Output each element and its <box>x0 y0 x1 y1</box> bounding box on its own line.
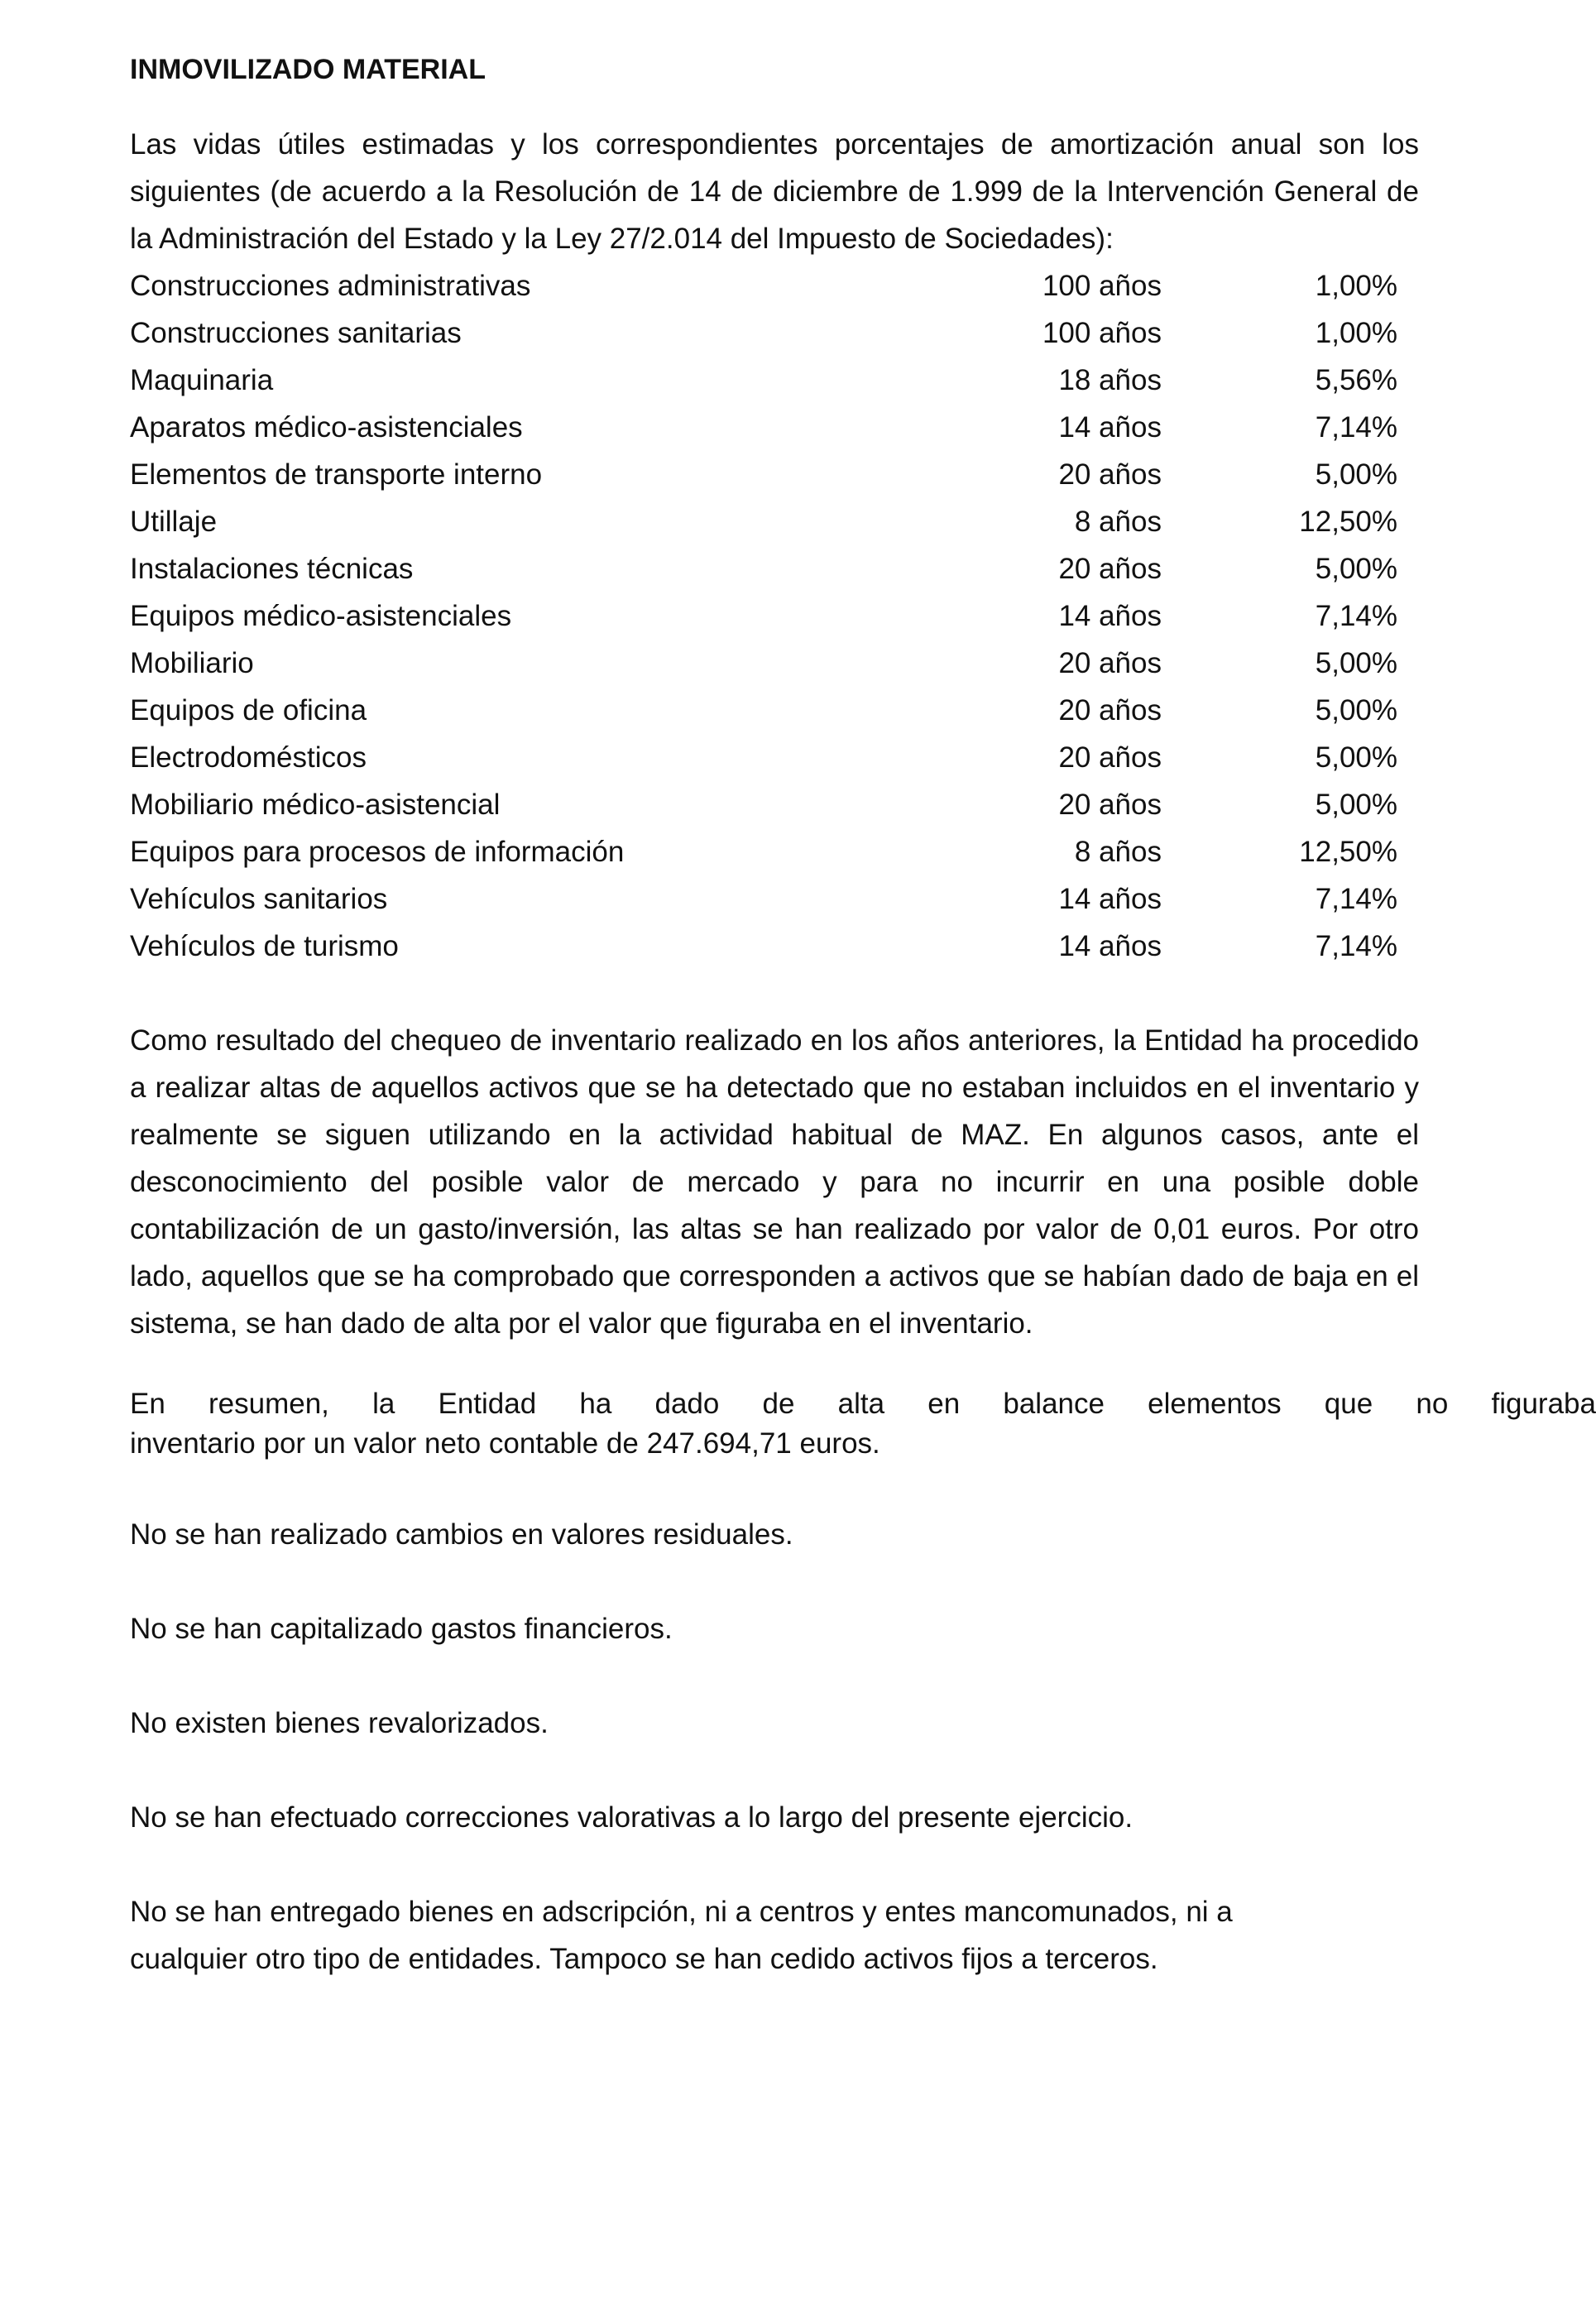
asset-name: Instalaciones técnicas <box>130 553 414 585</box>
asset-name: Equipos para procesos de información <box>130 836 625 868</box>
summary-word: dado <box>654 1388 720 1420</box>
table-row <box>130 357 1419 404</box>
amortization-table <box>130 262 1419 970</box>
amortization-rate: 5,00% <box>1315 553 1397 585</box>
useful-life: 14 años <box>1058 600 1162 632</box>
amortization-rate: 7,14% <box>1315 411 1397 444</box>
table-row <box>130 592 1419 640</box>
useful-life: 14 años <box>1058 411 1162 444</box>
adscription-statement: No se han entregado bienes en adscripción, ni a centros y entes mancomunados, ni a cualquier otro tipo de entidades. Tampoco se han cedido activos fijos a terceros. <box>130 1896 1233 1975</box>
table-row <box>130 545 1419 592</box>
summary-word: alta <box>837 1388 885 1420</box>
amortization-rate: 5,00% <box>1315 789 1397 821</box>
useful-life: 20 años <box>1058 553 1162 585</box>
amortization-rate: 7,14% <box>1315 883 1397 915</box>
asset-name: Equipos de oficina <box>130 694 367 727</box>
table-row <box>130 262 1419 309</box>
summary-line-2: inventario por un valor neto contable de 247.694,71 euros. <box>130 1427 880 1460</box>
asset-name: Electrodomésticos <box>130 741 367 774</box>
useful-life: 18 años <box>1058 364 1162 396</box>
amortization-rate: 12,50% <box>1299 836 1397 868</box>
asset-name: Mobiliario médico-asistencial <box>130 789 501 821</box>
table-row <box>130 498 1419 545</box>
summary-word: que <box>1324 1388 1373 1420</box>
inventory-paragraph: Como resultado del chequeo de inventario realizado en los años anteriores, la Entidad ha procedido a realizar altas de aquellos activos que se ha detectado que no estaban incluidos en el inventario y realmente se siguen utilizando en la actividad habitual de MAZ. En algunos casos, ante el desconocimiento del posible valor de mercado y para no incurrir en una posible doble contabilización de un gasto/inversión, las altas se han realizado por valor de 0,01 euros. Por otro lado, aquellos que se ha comprobado que corresponden a activos que se habían dado de baja en el sistema, se han dado de alta por el valor que figuraba en el inventario. <box>130 1024 1419 1340</box>
useful-life: 8 años <box>1074 836 1162 868</box>
amortization-rate: 1,00% <box>1315 317 1397 349</box>
summary-word: elementos <box>1148 1388 1282 1420</box>
financial-expenses-statement: No se han capitalizado gastos financieros. <box>130 1613 673 1645</box>
amortization-rate: 7,14% <box>1315 930 1397 962</box>
amortization-rate: 7,14% <box>1315 600 1397 632</box>
section-heading: INMOVILIZADO MATERIAL <box>130 54 486 85</box>
summary-word: figuraba <box>1491 1388 1596 1420</box>
asset-name: Equipos médico-asistenciales <box>130 600 512 632</box>
useful-life: 20 años <box>1058 789 1162 821</box>
amortization-rate: 1,00% <box>1315 270 1397 302</box>
document-body <box>130 51 1596 1983</box>
table-row <box>130 640 1419 687</box>
summary-word: resumen, <box>208 1388 329 1420</box>
asset-name: Utillaje <box>130 506 218 538</box>
amortization-rate: 5,56% <box>1315 364 1397 396</box>
asset-name: Vehículos de turismo <box>130 930 399 962</box>
summary-word: ha <box>579 1388 612 1420</box>
table-row <box>130 734 1419 781</box>
summary-word: Entidad <box>438 1388 537 1420</box>
summary-word: balance <box>1003 1388 1105 1420</box>
revalued-assets-statement: No existen bienes revalorizados. <box>130 1707 549 1739</box>
amortization-rate: 12,50% <box>1299 506 1397 538</box>
useful-life: 14 años <box>1058 883 1162 915</box>
amortization-rate: 5,00% <box>1315 694 1397 727</box>
summary-paragraph <box>130 1384 1596 1464</box>
amortization-rate: 5,00% <box>1315 458 1397 491</box>
useful-life: 14 años <box>1058 930 1162 962</box>
summary-line-1 <box>130 1384 1596 1424</box>
amortization-rate: 5,00% <box>1315 647 1397 679</box>
summary-word: la <box>372 1388 395 1420</box>
useful-life: 20 años <box>1058 741 1162 774</box>
table-row <box>130 781 1419 828</box>
summary-word: de <box>762 1388 795 1420</box>
asset-name: Aparatos médico-asistenciales <box>130 411 523 444</box>
amortization-rate: 5,00% <box>1315 741 1397 774</box>
table-row <box>130 828 1419 875</box>
summary-word: En <box>130 1388 165 1420</box>
asset-name: Elementos de transporte interno <box>130 458 543 491</box>
summary-word: en <box>927 1388 961 1420</box>
useful-life: 100 años <box>1042 317 1162 349</box>
asset-name: Construcciones administrativas <box>130 270 531 302</box>
table-row <box>130 875 1419 923</box>
table-row <box>130 687 1419 734</box>
useful-life: 20 años <box>1058 694 1162 727</box>
asset-name: Maquinaria <box>130 364 274 396</box>
table-row <box>130 404 1419 451</box>
useful-life: 100 años <box>1042 270 1162 302</box>
table-row <box>130 309 1419 357</box>
table-row <box>130 923 1419 970</box>
intro-paragraph: Las vidas útiles estimadas y los correspondientes porcentajes de amortización anual son los siguientes (de acuerdo a la Resolución de 14 de diciembre de 1.999 de la Intervención General de la Administración del Estado y la Ley 27/2.014 del Impuesto de Sociedades): <box>130 128 1419 255</box>
asset-name: Mobiliario <box>130 647 254 679</box>
useful-life: 20 años <box>1058 647 1162 679</box>
residual-values-statement: No se han realizado cambios en valores residuales. <box>130 1518 793 1551</box>
summary-word: no <box>1416 1388 1449 1420</box>
table-row <box>130 451 1419 498</box>
asset-name: Vehículos sanitarios <box>130 883 388 915</box>
asset-name: Construcciones sanitarias <box>130 317 462 349</box>
valuation-corrections-statement: No se han efectuado correcciones valorativas a lo largo del presente ejercicio. <box>130 1801 1133 1834</box>
useful-life: 20 años <box>1058 458 1162 491</box>
useful-life: 8 años <box>1074 506 1162 538</box>
